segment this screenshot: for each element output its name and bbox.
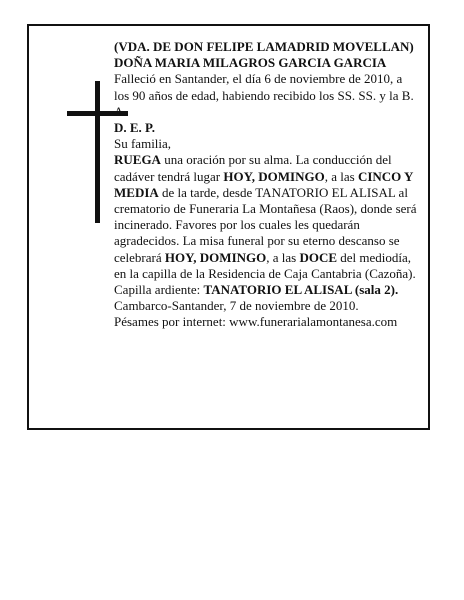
funeral-time: CINCO Y MEDIA (114, 168, 413, 200)
place-date: Cambarco-Santander, 7 de noviembre de 2010. (114, 298, 359, 314)
ruega-label: RUEGA (114, 152, 161, 168)
cross-icon-vertical (95, 81, 100, 223)
death-details: Falleció en Santander, el día 6 de noviembre de 2010, a los 90 años de edad, habiendo recibido los SS. SS. y la B. A. (114, 71, 414, 119)
chapel-name: TANATORIO EL ALISAL (sala 2). (203, 282, 399, 298)
obituary-text (114, 39, 420, 331)
mass-day: HOY, DOMINGO (164, 249, 267, 265)
mass-time: DOCE (299, 249, 338, 265)
family-text: Su familia, (114, 136, 172, 152)
widow-of-line: (VDA. DE DON FELIPE LAMADRID MOVELLAN) (114, 39, 414, 54)
deceased-name: DOÑA MARIA MILAGROS GARCIA GARCIA (114, 55, 387, 71)
funeral-day: HOY, DOMINGO (223, 168, 325, 184)
condolences-line: Pésames por internet: www.funerarialamontanesa.com (114, 314, 398, 330)
request-paragraph: RUEGA una oración por su alma. La conducción del cadáver tendrá lugar HOY, DOMINGO, a las CINCO Y MEDIA de la tarde, desde TANATORIO EL ALISAL al crematorio de Funeraria La Montañesa (Raos), donde será incinerado. Favores por los cuales les quedarán agradecidos. La misa funeral por su eterno descanso se celebrará HOY, DOMINGO, a las DOCE del mediodía, en la capilla de la Residencia de Caja Cantabria (Cazoña). Capilla ardiente: TANATORIO EL ALISAL (sala 2). (114, 152, 417, 298)
rip-text: D. E. P. (114, 120, 156, 136)
